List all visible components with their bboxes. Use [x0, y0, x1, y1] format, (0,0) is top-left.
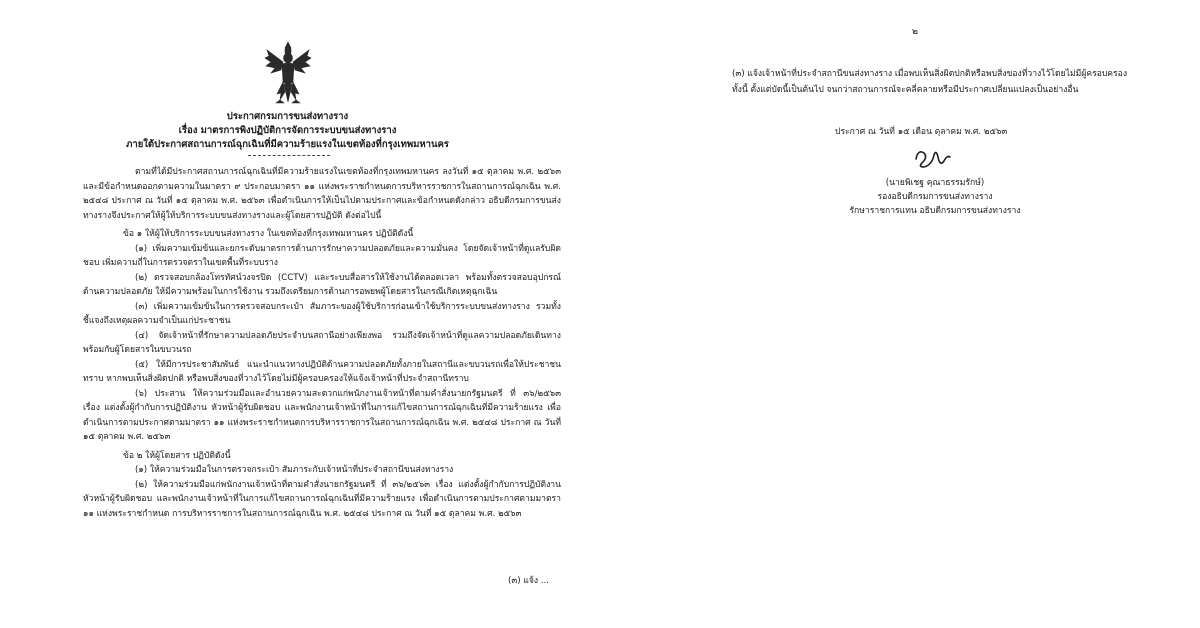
clause-2-heading: ข้อ ๒ ให้ผู้โดยสาร ปฏิบัติดังนี้	[123, 450, 231, 461]
clause-1-item: (๑) เพิ่มความเข้มข้นและยกระดับมาตรการด้านการรักษาความปลอดภัยและความมั่นคง โดยจัดเจ้าหน้าที่ดูแลรับผิดชอบ เพิ่มความถี่ในการตรวจตราในเขตพื้นที่ระบบราง	[83, 243, 561, 268]
clause-1-heading: ข้อ ๑ ให้ผู้ให้บริการระบบขนส่งทางราง ในเขตท้องที่กรุงเทพมหานคร ปฏิบัติดังนี้	[123, 229, 414, 239]
clause-1-item: (๔) จัดเจ้าหน้าที่รักษาความปลอดภัยประจำบนสถานีอย่างเพียงพอ รวมถึงจัดเจ้าหน้าที่ดูแลความปลอดภัยเดินทางพร้อมกับผู้โดยสารในขบวนรถ	[83, 330, 561, 355]
clause-2-item: (๑) ให้ความร่วมมือในการตรวจกระเป๋า สัมภาระกับเจ้าหน้าที่ประจำสถานีขนส่งทางราง	[135, 465, 454, 475]
page-number: ๒	[912, 27, 918, 37]
announcement-issuer: ประกาศกรมการขนส่งทางราง	[226, 111, 349, 122]
clause-1-item: (๓) เพิ่มความเข้มข้นในการตรวจสอบกระเป๋า สัมภาระของผู้ใช้บริการก่อนเข้าใช้บริการระบบขนส่งทางราง รวมทั้งชี้แจงถึงเหตุผลความจำเป็นแก่ประชาชน	[83, 301, 561, 326]
page-2-body	[680, 66, 1140, 98]
effective-statement: ทั้งนี้ ตั้งแต่บัดนี้เป็นต้นไป จนกว่าสถานการณ์จะคลี่คลายหรือมีประกาศเปลี่ยนแปลงเป็นอย่างอื่น	[732, 85, 1079, 95]
heading-divider	[248, 155, 330, 156]
announcement-context: ภายใต้ประกาศสถานการณ์ฉุกเฉินที่มีความร้ายแรงในเขตท้องที่กรุงเทพมหานคร	[126, 139, 449, 150]
announcement-body	[83, 165, 561, 521]
clause-1-item: (๕) ให้มีการประชาสัมพันธ์ แนะนำแนวทางปฏิบัติด้านความปลอดภัยทั้งภายในสถานีและขบวนรถเพื่อให้ประชาชนทราบ หากพบเห็นสิ่งผิดปกติ หรือพบสิ่งของที่วางไว้โดยไม่มีผู้ครอบครองให้แจ้งเจ้าหน้าที่ประจำสถานีทราบ	[83, 359, 561, 384]
continuation-marker: (๓) แจ้ง ...	[508, 576, 550, 586]
clause-1-item: (๒) ตรวจสอบกล้องโทรทัศน์วงจรปิด (CCTV) และระบบสื่อสารให้ใช้งานได้ตลอดเวลา พร้อมทั้งตรวจสอบอุปกรณ์ด้านความปลอดภัย ให้มีความพร้อมในการใช้งาน รวมถึงเตรียมการด้านการอพยพผู้โดยสารในกรณีเกิดเหตุฉุกเฉิน	[83, 272, 561, 297]
intro-paragraph: ตามที่ได้มีประกาศสถานการณ์ฉุกเฉินที่มีความร้ายแรงในเขตท้องที่กรุงเทพมหานคร ลงวันที่ ๑๕ ตุลาคม พ.ศ. ๒๕๖๓ และมีข้อกำหนดออกตามความในมาตรา ๙ ประกอบมาตรา ๑๑ แห่งพระราชกำหนดการบริหารราชการในสถานการณ์ฉุกเฉิน พ.ศ. ๒๕๔๘ ประกาศ ณ วันที่ ๑๕ ตุลาคม พ.ศ. ๒๕๖๓ เพื่อดำเนินการให้เป็นไปตามประกาศและข้อกำหนดดังกล่าว อธิบดีกรมการขนส่งทางรางจึงประกาศให้ผู้ให้บริการระบบขนส่งทางรางและผู้โดยสารปฏิบัติ ดังต่อไปนี้	[83, 167, 561, 221]
clause-1-item: (๖) ประสาน ให้ความร่วมมือและอำนวยความสะดวกแก่พนักงานเจ้าหน้าที่ตามคำสั่งนายกรัฐมนตรี ที่ ๓๖/๒๕๖๓ เรื่อง แต่งตั้งผู้กำกับการปฏิบัติงาน หัวหน้าผู้รับผิดชอบ และพนักงานเจ้าหน้าที่ในการแก้ไขสถานการณ์ฉุกเฉินที่มีความร้ายแรง เพื่อดำเนินการตามประกาศตามมาตรา ๑๑ แห่งพระราชกำหนดการบริหารราชการในสถานการณ์ฉุกเฉิน พ.ศ. ๒๕๔๘ ประกาศ ณ วันที่ ๑๕ ตุลาคม พ.ศ. ๒๕๖๓	[83, 388, 561, 442]
garuda-emblem-icon	[263, 40, 313, 104]
signer-title: รองอธิบดีกรมการขนส่งทางราง	[877, 192, 993, 202]
signer-name: (นายพิเชฐ คุณาธรรมรักษ์)	[885, 178, 985, 188]
signature-icon	[912, 145, 954, 171]
clause-2-item: (๒) ให้ความร่วมมือแก่พนักงานเจ้าหน้าที่ตามคำสั่งนายกรัฐมนตรี ที่ ๓๖/๒๕๖๓ เรื่อง แต่งตั้งผู้กำกับการปฏิบัติงาน หัวหน้าผู้รับผิดชอบ และพนักงานเจ้าหน้าที่ในการแก้ไขสถานการณ์ฉุกเฉินที่มีความร้ายแรง เพื่อดำเนินการตามประกาศตามมาตรา ๑๑ แห่งพระราชกำหนด การบริหารราชการในสถานการณ์ฉุกเฉิน พ.ศ. ๒๕๔๘ ประกาศ ณ วันที่ ๑๕ ตุลาคม พ.ศ. ๒๕๖๓	[83, 479, 561, 519]
announcement-subject: เรื่อง มาตรการพิงปฏิบัติการจัดการระบบขนส่งทางราง	[178, 125, 397, 136]
announcement-date: ประกาศ ณ วันที่ ๑๕ เดือน ตุลาคม พ.ศ. ๒๕๖๓	[835, 127, 1008, 137]
acting-title: รักษาราชการแทน อธิบดีกรมการขนส่งทางราง	[849, 206, 1021, 216]
clause-2-item-3: (๓) แจ้งเจ้าหน้าที่ประจำสถานีขนส่งทางราง เมื่อพบเห็นสิ่งผิดปกติหรือพบสิ่งของที่วางไว้โดยไม่มีผู้ครอบครอง	[732, 69, 1128, 79]
